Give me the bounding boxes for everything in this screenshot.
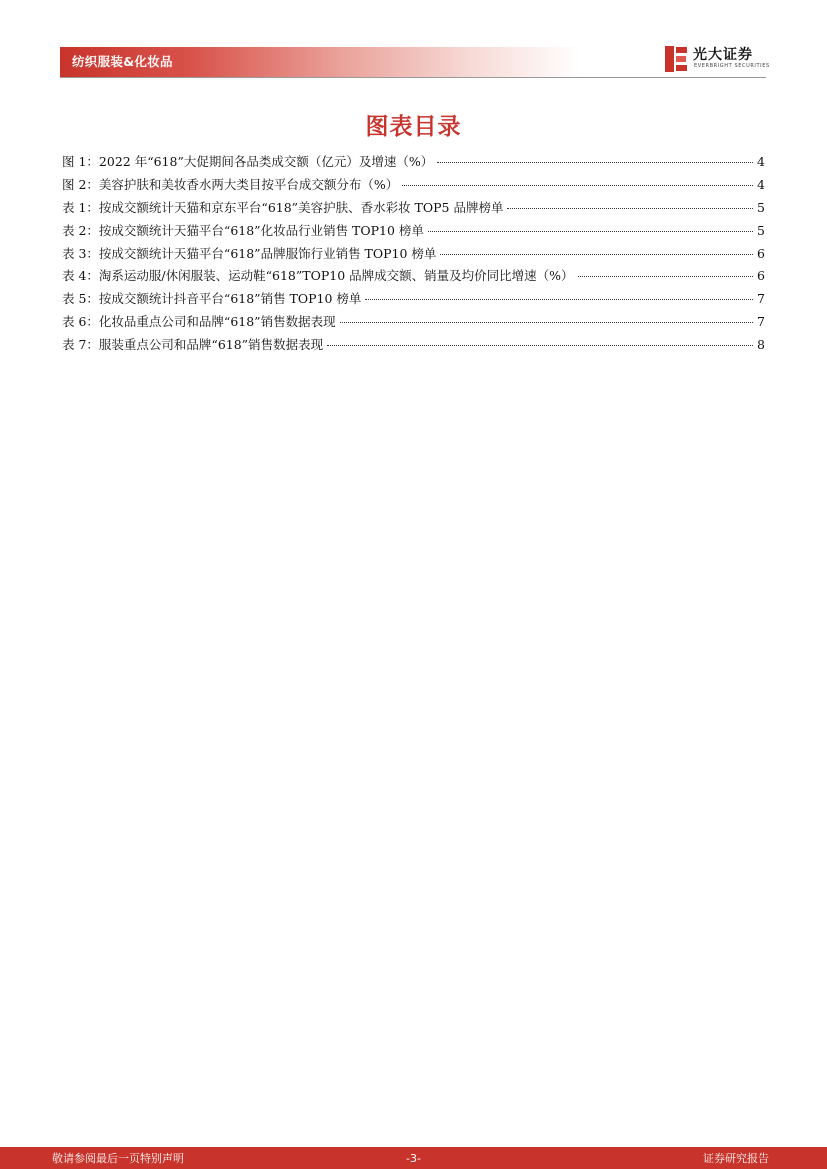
toc-entry-label: 表 1：按成交额统计天猫和京东平台“618”美容护肤、香水彩妆 TOP5 品牌榜单 [62, 199, 504, 215]
footer-page-number: -3- [406, 1152, 421, 1165]
toc-entry-label: 表 6：化妆品重点公司和品牌“618”销售数据表现 [62, 314, 336, 330]
page-title: 图表目录 [365, 114, 462, 140]
toc-leader-dots [578, 266, 753, 277]
header-divider [60, 77, 766, 78]
toc-entry[interactable] [62, 151, 765, 174]
footer-report-type: 证券研究报告 [703, 1152, 769, 1165]
toc-entry-label: 表 2：按成交额统计天猫平台“618”化妆品行业销售 TOP10 榜单 [62, 222, 424, 238]
toc-entry-page: 8 [757, 337, 765, 353]
toc-leader-dots [340, 312, 753, 323]
toc-list [62, 151, 765, 357]
toc-leader-dots [365, 289, 753, 300]
toc-entry[interactable] [62, 334, 765, 357]
toc-entry[interactable] [62, 220, 765, 243]
toc-entry-label: 表 3：按成交额统计天猫平台“618”品牌服饰行业销售 TOP10 榜单 [62, 245, 437, 261]
toc-entry-label: 表 5：按成交额统计抖音平台“618”销售 TOP10 榜单 [62, 291, 362, 307]
toc-entry-page: 6 [757, 268, 765, 284]
footer-disclaimer: 敬请参阅最后一页特别声明 [52, 1152, 184, 1165]
toc-entry[interactable] [62, 197, 765, 220]
toc-leader-dots [507, 198, 753, 209]
toc-entry-label: 图 2：美容护肤和美妆香水两大类目按平台成交额分布（%） [62, 176, 399, 192]
toc-entry-label: 图 1：2022 年“618”大促期间各品类成交额（亿元）及增速（%） [62, 154, 434, 169]
toc-entry-page: 4 [757, 154, 765, 169]
toc-entry-label: 表 4：淘系运动服/休闲服装、运动鞋“618”TOP10 品牌成交额、销量及均价同比增速（%） [62, 268, 574, 284]
toc-entry-page: 7 [757, 314, 765, 330]
toc-entry-page: 5 [757, 199, 765, 215]
toc-entry-page: 7 [757, 291, 765, 307]
toc-leader-dots [327, 335, 753, 346]
toc-leader-dots [437, 152, 753, 163]
toc-entry[interactable] [62, 174, 765, 197]
toc-entry[interactable] [62, 311, 765, 334]
toc-leader-dots [440, 244, 753, 255]
toc-entry-page: 5 [757, 222, 765, 238]
toc-entry-page: 4 [757, 176, 765, 192]
toc-entry[interactable] [62, 265, 765, 288]
everbright-logo-icon [662, 44, 690, 74]
toc-entry-label: 表 7：服装重点公司和品牌“618”销售数据表现 [62, 337, 324, 353]
brand-logo [662, 44, 772, 74]
toc-leader-dots [402, 175, 753, 186]
toc-entry[interactable] [62, 243, 765, 266]
toc-leader-dots [428, 221, 753, 232]
section-title: 纺织服装&化妆品 [72, 54, 173, 69]
toc-entry[interactable] [62, 288, 765, 311]
toc-entry-page: 6 [757, 245, 765, 261]
logo-text: 光大证券 [693, 47, 753, 63]
logo-subtext: EVERBRIGHT SECURITIES [694, 63, 770, 69]
